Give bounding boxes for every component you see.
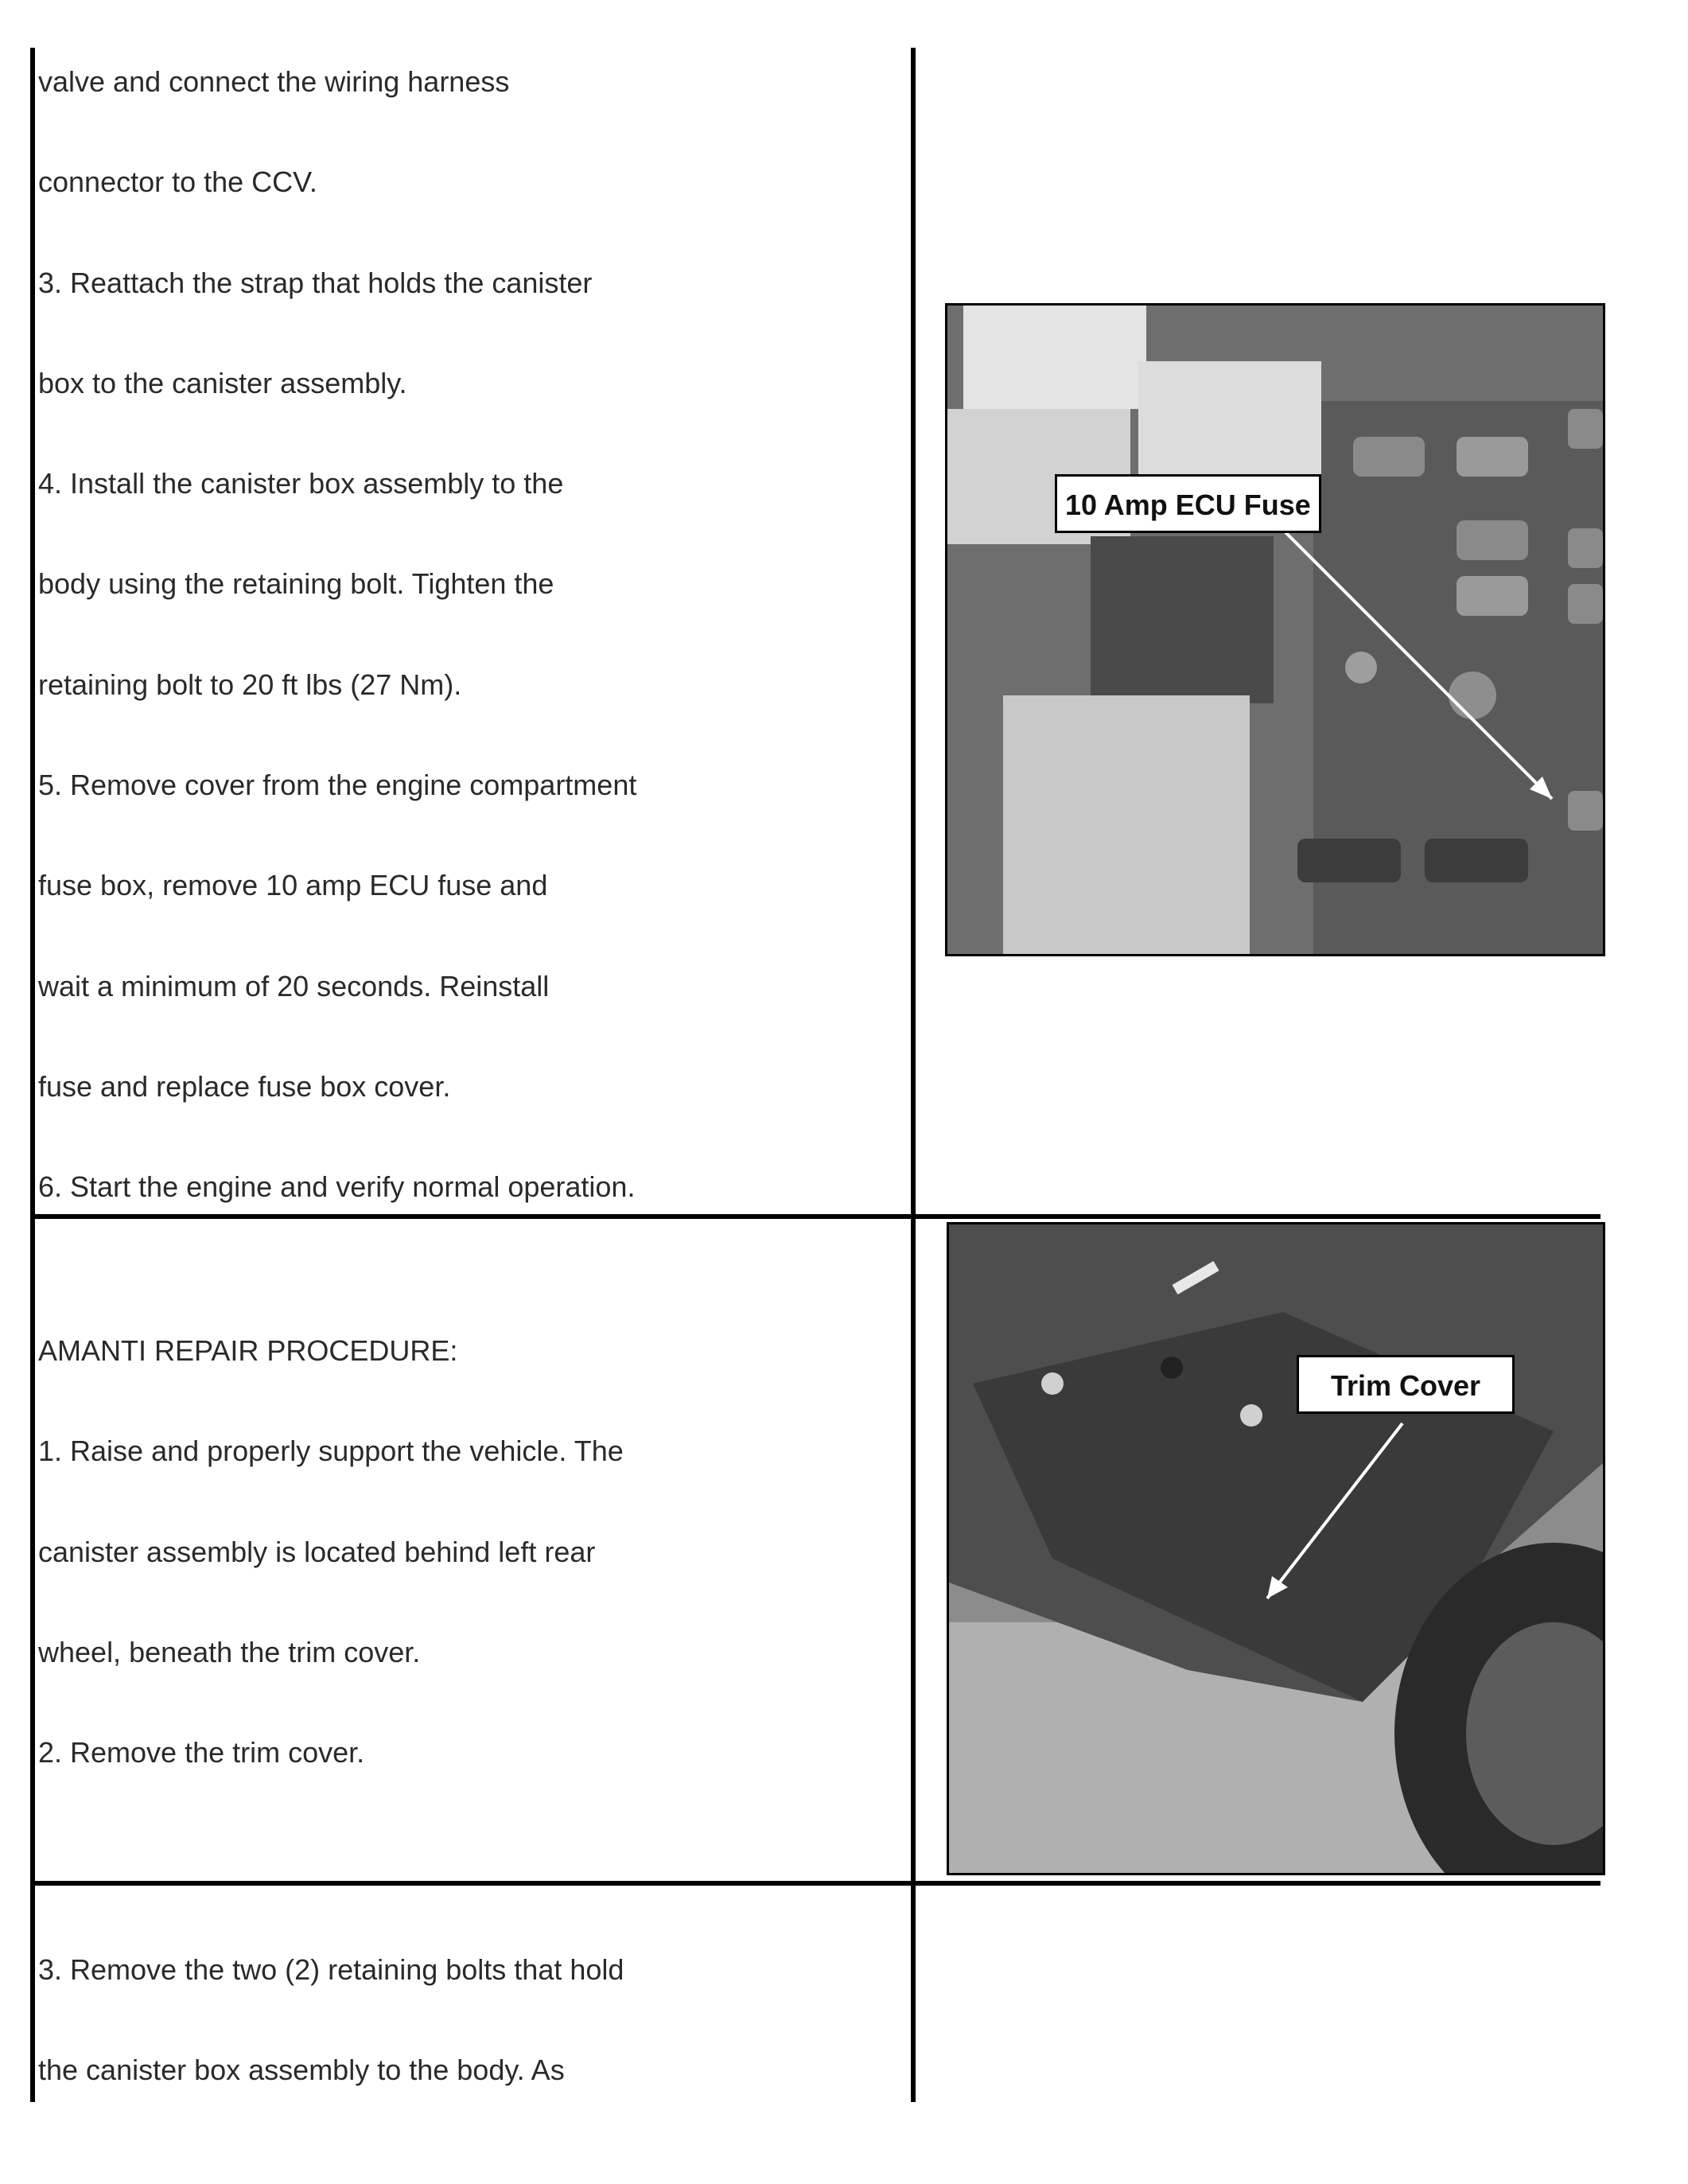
paragraph-line: the canister box assembly to the body. As xyxy=(38,2054,565,2086)
paragraph-line: 3. Remove the two (2) retaining bolts that hold xyxy=(38,1953,624,1986)
table-column-divider xyxy=(911,48,916,2102)
paragraph-line: 2. Remove the trim cover. xyxy=(38,1736,365,1769)
table-left-border xyxy=(30,48,35,2102)
row-divider-2 xyxy=(30,1881,1600,1886)
paragraph-line: 6. Start the engine and verify normal operation. xyxy=(38,1170,636,1203)
paragraph-line: wheel, beneath the trim cover. xyxy=(38,1636,421,1668)
paragraph-line: AMANTI REPAIR PROCEDURE: xyxy=(38,1334,458,1367)
paragraph-line: fuse box, remove 10 amp ECU fuse and xyxy=(38,869,548,901)
paragraph-line: 4. Install the canister box assembly to the xyxy=(38,467,564,500)
paragraph-line: 3. Reattach the strap that holds the canister xyxy=(38,267,593,299)
paragraph-line: wait a minimum of 20 seconds. Reinstall xyxy=(38,970,550,1002)
paragraph-line: connector to the CCV. xyxy=(38,165,317,198)
trim-cover-callout-label: Trim Cover xyxy=(1297,1355,1515,1414)
paragraph-line: retaining bolt to 20 ft lbs (27 Nm). xyxy=(38,668,462,701)
trim-cover-photo xyxy=(947,1222,1605,1875)
paragraph-line: box to the canister assembly. xyxy=(38,367,407,399)
fuse-box-photo xyxy=(945,303,1605,956)
row-divider-1 xyxy=(30,1214,1600,1219)
paragraph-line: valve and connect the wiring harness xyxy=(38,65,510,98)
paragraph-line: 1. Raise and properly support the vehicle. The xyxy=(38,1435,624,1467)
paragraph-line: canister assembly is located behind left rear xyxy=(38,1536,596,1568)
paragraph-line: 5. Remove cover from the engine compartment xyxy=(38,769,637,801)
paragraph-line: body using the retaining bolt. Tighten the xyxy=(38,567,554,600)
fuse-callout-label: 10 Amp ECU Fuse xyxy=(1055,474,1321,533)
paragraph-line: fuse and replace fuse box cover. xyxy=(38,1070,451,1103)
